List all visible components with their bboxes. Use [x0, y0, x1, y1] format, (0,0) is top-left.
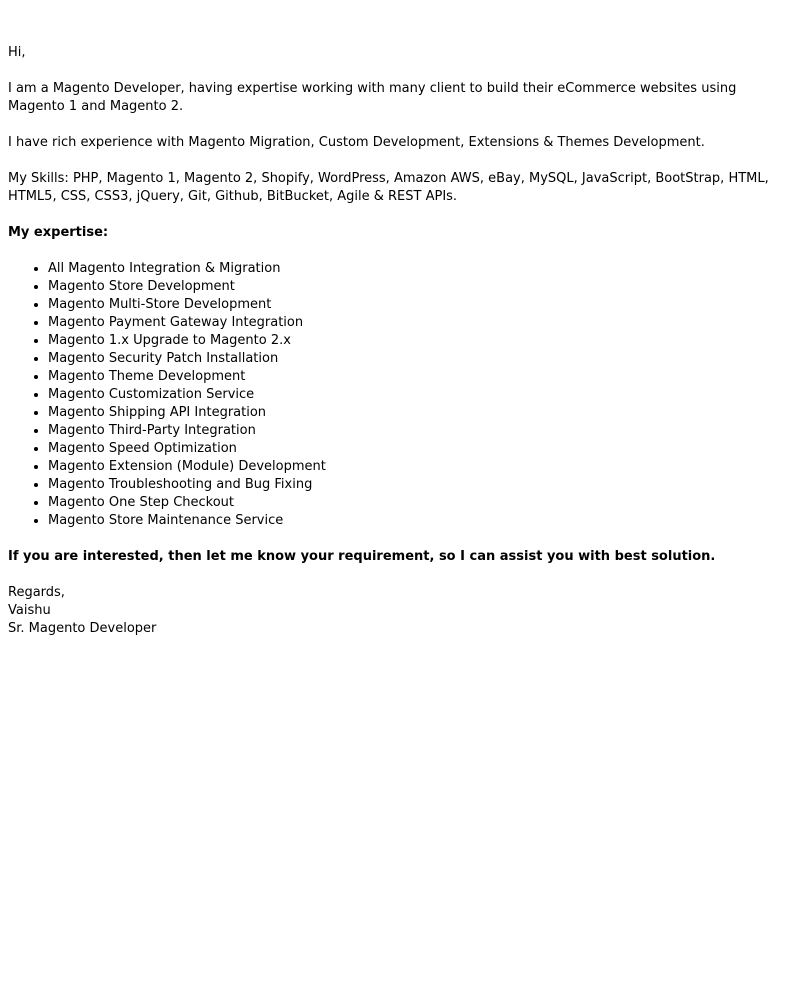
- expertise-heading: My expertise:: [8, 225, 109, 240]
- signature-block: [8, 584, 792, 638]
- list-item: • Magento Customization Service: [48, 386, 792, 404]
- list-item: • Magento Security Patch Installation: [48, 350, 792, 368]
- closing-statement: If you are interested, then let me know your requirement, so I can assist you with best solution.: [8, 549, 716, 564]
- signature-title: Sr. Magento Developer: [8, 621, 157, 636]
- experience-paragraph: I have rich experience with Magento Migration, Custom Development, Extensions & Themes Development.: [8, 135, 705, 150]
- list-item: • Magento Extension (Module) Development: [48, 458, 792, 476]
- list-item: • Magento One Step Checkout: [48, 494, 792, 512]
- list-item: • Magento Speed Optimization: [48, 440, 792, 458]
- list-item: • Magento Multi-Store Development: [48, 296, 792, 314]
- list-item: • Magento Store Maintenance Service: [48, 512, 792, 530]
- signature-regards: Regards,: [8, 585, 65, 600]
- list-item: • Magento Shipping API Integration: [48, 404, 792, 422]
- list-item: • Magento Store Development: [48, 278, 792, 296]
- list-item: • Magento Payment Gateway Integration: [48, 314, 792, 332]
- list-item: • Magento 1.x Upgrade to Magento 2.x: [48, 332, 792, 350]
- expertise-list: [8, 260, 792, 530]
- list-item: • Magento Third-Party Integration: [48, 422, 792, 440]
- skills-paragraph: My Skills: PHP, Magento 1, Magento 2, Shopify, WordPress, Amazon AWS, eBay, MySQL, JavaScript, BootStrap, HTML, HTML5, CSS, CSS3, jQuery, Git, Github, BitBucket, Agile & REST APIs.: [8, 171, 769, 204]
- greeting: Hi,: [8, 45, 26, 60]
- list-item: • All Magento Integration & Migration: [48, 260, 792, 278]
- list-item: • Magento Troubleshooting and Bug Fixing: [48, 476, 792, 494]
- signature-name: Vaishu: [8, 603, 51, 618]
- list-item: • Magento Theme Development: [48, 368, 792, 386]
- intro-paragraph: I am a Magento Developer, having expertise working with many client to build their eCommerce websites using Magento 1 and Magento 2.: [8, 81, 737, 114]
